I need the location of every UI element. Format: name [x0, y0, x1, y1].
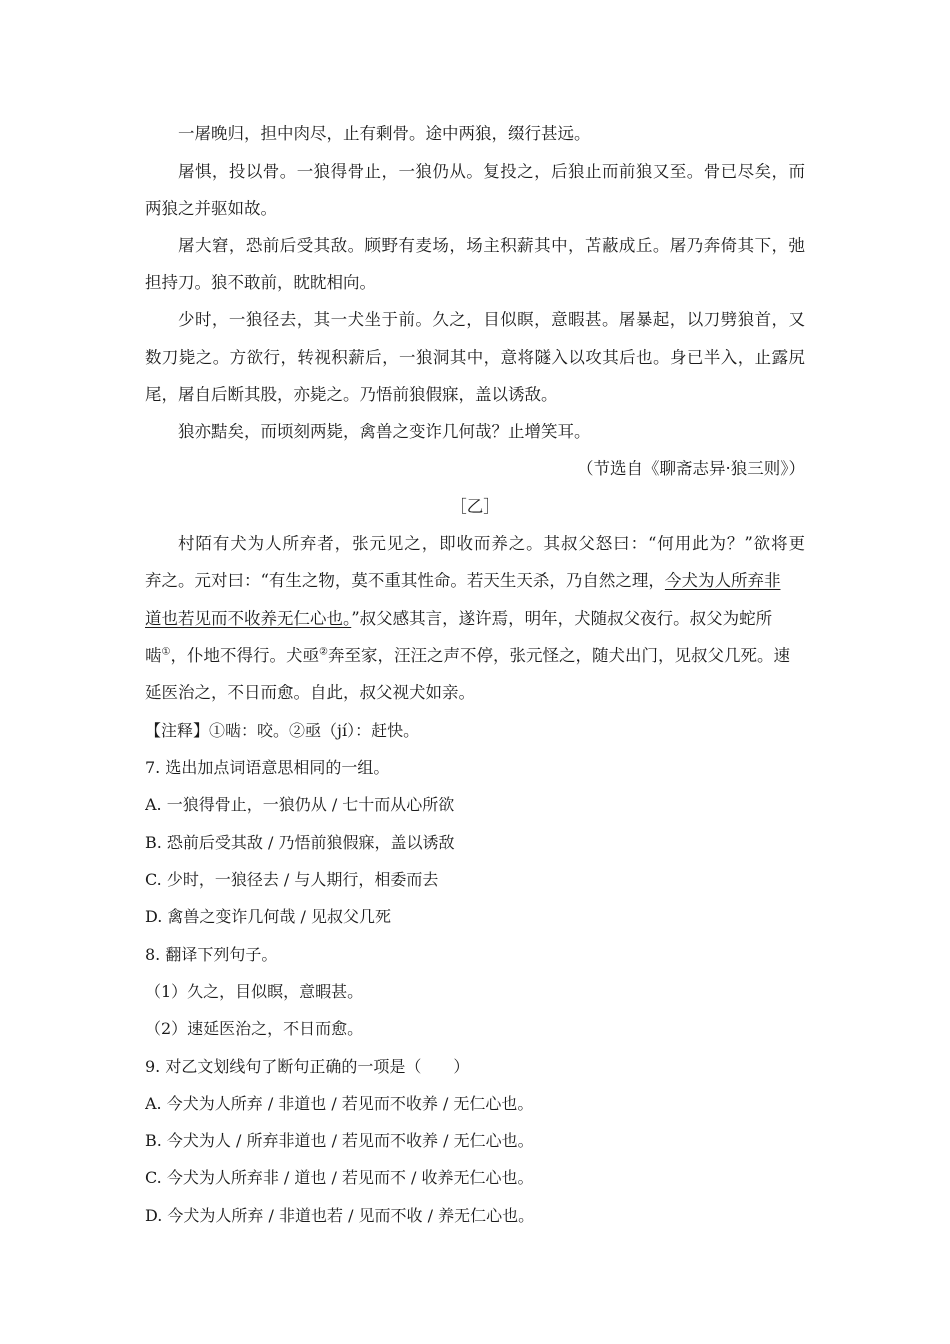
passage-a-source: （节选自《聊斋志异·狼三则》）	[577, 459, 805, 478]
passage-b-line-4-text-a: 啮	[145, 646, 162, 665]
footnote-marker-2: ②	[318, 646, 328, 658]
passage-a-paragraph-3-line-1: 屠大窘，恐前后受其敌。顾野有麦场，场主积薪其中，苫蔽成丘。屠乃奔倚其下，弛	[178, 236, 805, 255]
passage-a-paragraph-5: 狼亦黠矣，而顷刻两毙，禽兽之变诈几何哉？止增笑耳。	[178, 422, 591, 441]
passage-b-line-4-text-c: 奔至家，汪汪之声不停，张元怪之，随犬出门，见叔父几死。速	[327, 646, 790, 665]
footnote-marker-1: ①	[161, 646, 171, 658]
passage-a-paragraph-4-line-3: 尾，屠自后断其股，亦毙之。乃悟前狼假寐，盖以诱敌。	[145, 385, 558, 404]
question-9-stem: 9. 对乙文划线句了断句正确的一项是（ ）	[145, 1057, 470, 1076]
question-9-option-b: B. 今犬为人 / 所弃非道也 / 若见而不收养 / 无仁心也。	[145, 1131, 534, 1150]
question-9-option-c: C. 今犬为人所弃非 / 道也 / 若见而不 / 收养无仁心也。	[145, 1168, 534, 1187]
passage-b-line-3-text: ”叔父感其言，遂许焉，明年，犬随叔父夜行。叔父为蛇所	[351, 609, 773, 628]
underlined-sentence-part-2: 道也若见而不收养无仁心也。	[145, 609, 352, 628]
passage-b-heading: ［乙］	[450, 497, 500, 516]
passage-b-line-2-text: 弃之。元对曰：“有生之物，莫不重其性命。若天生天杀，乃自然之理，	[145, 571, 665, 590]
question-7-option-c: C. 少时，一狼径去 / 与人期行，相委而去	[145, 870, 439, 889]
passage-a-paragraph-4-line-2: 数刀毙之。方欲行，转视积薪后，一狼洞其中，意将隧入以攻其后也。身已半入，止露尻	[145, 348, 805, 367]
passage-a-paragraph-3-line-2: 担持刀。狼不敢前，眈眈相向。	[145, 273, 376, 292]
passage-a-paragraph-1: 一屠晚归，担中肉尽，止有剩骨。途中两狼，缀行甚远。	[178, 124, 591, 143]
question-7-option-a: A. 一狼得骨止，一狼仍从 / 七十而从心所欲	[145, 795, 455, 814]
underlined-sentence-part-1: 今犬为人所弃非	[664, 571, 781, 590]
passage-a-paragraph-2-line-1: 屠惧，投以骨。一狼得骨止，一狼仍从。复投之，后狼止而前狼又至。骨已尽矣，而	[178, 162, 805, 181]
question-8-item-2: （2）速延医治之，不日而愈。	[145, 1019, 364, 1038]
annotation-note: 【注释】①啮：咬。②亟（jí）：赶快。	[145, 721, 420, 740]
question-9-option-d: D. 今犬为人所弃 / 非道也若 / 见而不收 / 养无仁心也。	[145, 1206, 535, 1225]
question-7-option-b: B. 恐前后受其敌 / 乃悟前狼假寐，盖以诱敌	[145, 833, 455, 852]
question-8-item-1: （1）久之，目似瞑，意暇甚。	[145, 982, 364, 1001]
passage-b-line-2	[145, 569, 805, 593]
passage-a-paragraph-2-line-2: 两狼之并驱如故。	[145, 199, 277, 218]
passage-b-line-1: 村陌有犬为人所弃者，张元见之，即收而养之。其叔父怒曰：“何用此为？”欲将更	[178, 534, 805, 553]
question-7-option-d: D. 禽兽之变诈几何哉 / 见叔父几死	[145, 907, 391, 926]
passage-b-line-4	[145, 644, 805, 668]
passage-b-line-4-text-b: ，仆地不得行。犬亟	[170, 646, 319, 665]
question-9-option-a: A. 今犬为人所弃 / 非道也 / 若见而不收养 / 无仁心也。	[145, 1094, 534, 1113]
passage-b-line-5: 延医治之，不日而愈。自此，叔父视犬如亲。	[145, 683, 475, 702]
question-7-stem: 7. 选出加点词语意思相同的一组。	[145, 758, 390, 777]
passage-a-paragraph-4-line-1: 少时，一狼径去，其一犬坐于前。久之，目似瞑，意暇甚。屠暴起，以刀劈狼首，又	[178, 310, 805, 329]
question-8-stem: 8. 翻译下列句子。	[145, 945, 278, 964]
passage-b-line-3	[145, 607, 805, 631]
